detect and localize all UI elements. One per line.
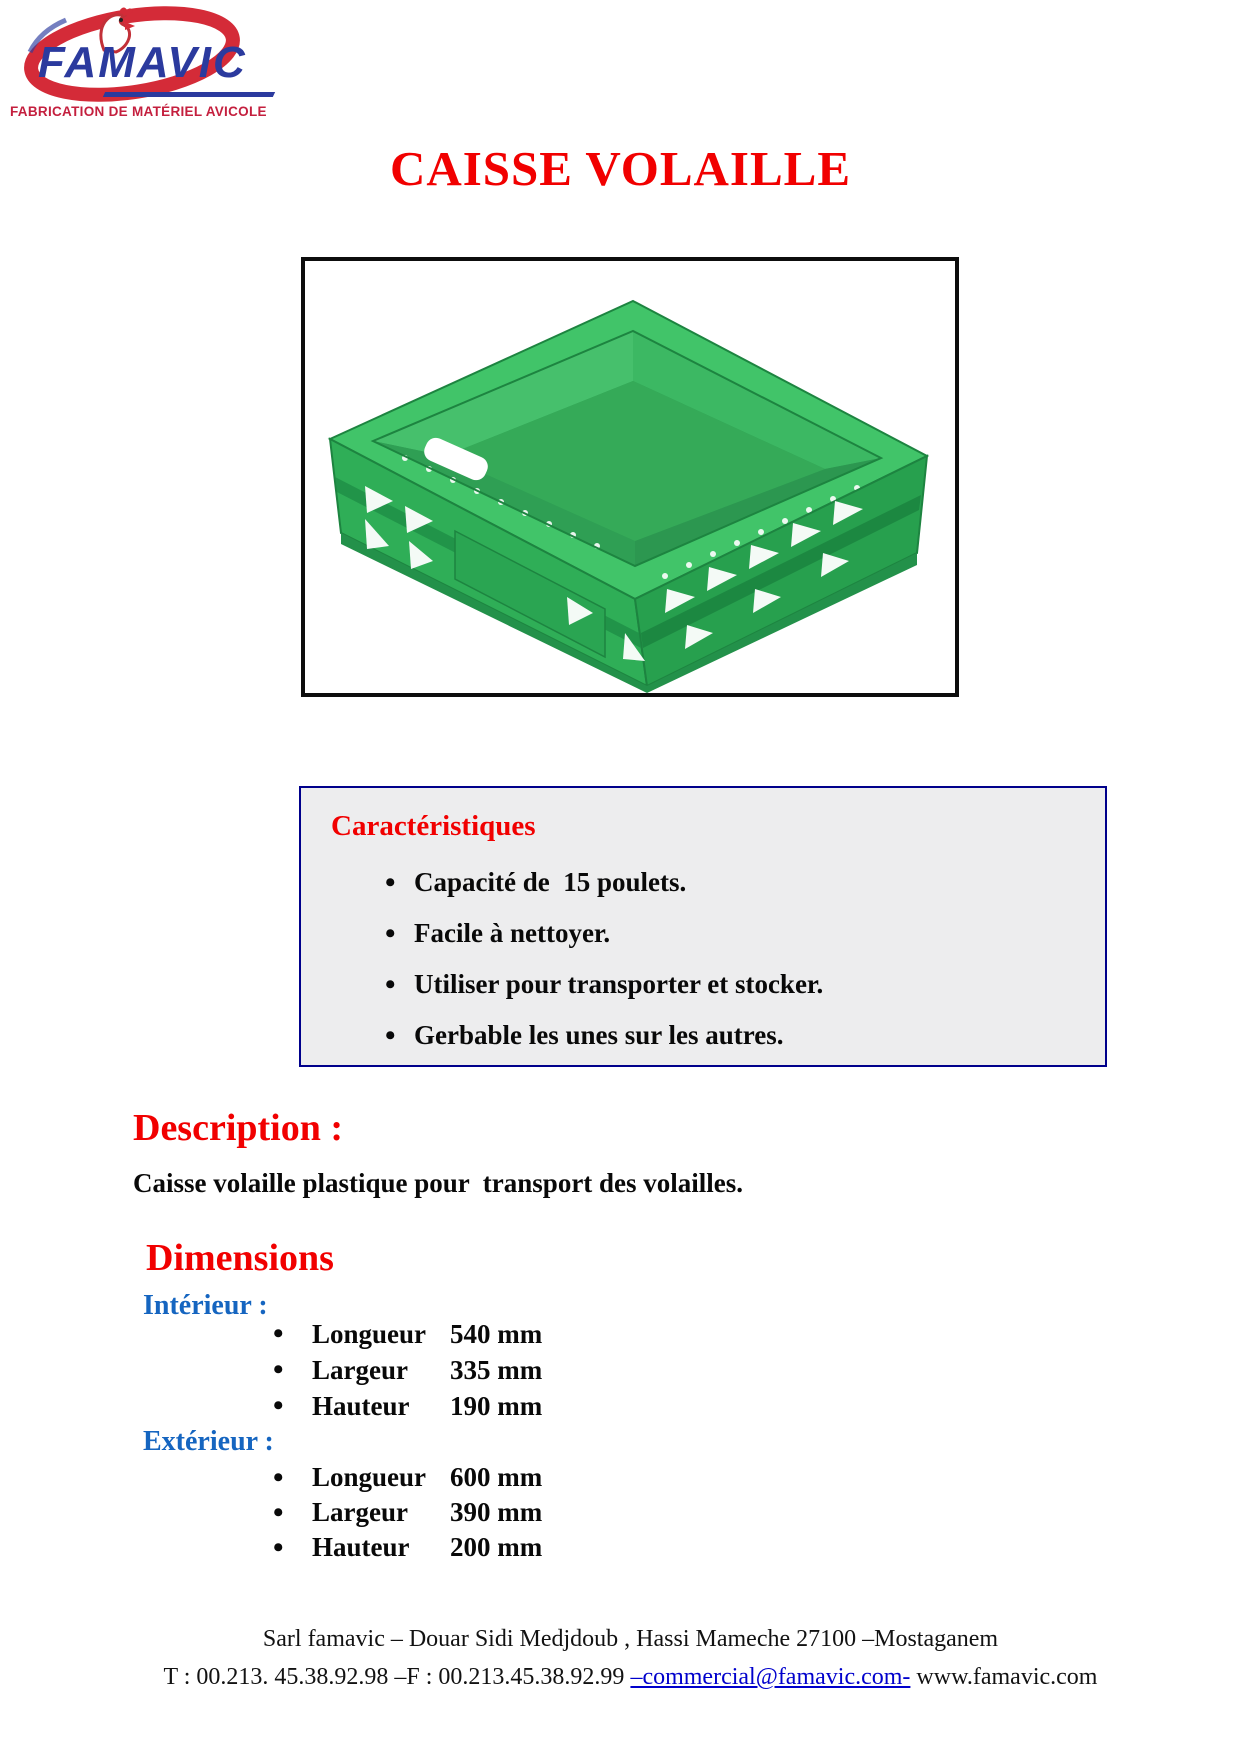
brand-underline	[103, 92, 275, 97]
exterior-heading: Extérieur :	[143, 1426, 274, 1457]
footer-address: Sarl famavic – Douar Sidi Medjdoub , Hassi Mameche 27100 –Mostaganem	[262, 1626, 999, 1652]
product-photo-frame	[301, 257, 959, 697]
characteristic-item: • Utiliser pour transporter et stocker.	[301, 959, 1105, 1010]
characteristics-box	[299, 786, 1107, 1067]
dimension-value: 600 mm	[450, 1462, 543, 1492]
interior-dimension-list	[265, 1316, 542, 1424]
footer-website: www.famavic.com	[910, 1664, 1098, 1690]
dimension-value: 200 mm	[450, 1532, 543, 1562]
brand-name: FAMAVIC	[38, 38, 247, 87]
characteristic-item: • Capacité de 15 poulets.	[301, 857, 1105, 908]
dimension-item	[265, 1388, 542, 1424]
footer-contacts	[20, 1664, 1241, 1691]
company-logo	[8, 4, 268, 122]
dimension-item	[265, 1316, 542, 1352]
dimension-item	[265, 1495, 542, 1530]
dimension-value: 390 mm	[450, 1497, 543, 1527]
dimension-item	[265, 1530, 542, 1565]
dimension-label: Longueur	[312, 1462, 427, 1492]
dimension-label: Hauteur	[312, 1532, 410, 1562]
dimension-value: 540 mm	[450, 1319, 543, 1349]
green-crate-photo	[305, 261, 955, 693]
page-title: CAISSE VOLAILLE	[389, 141, 852, 196]
dimension-label: Largeur	[312, 1355, 408, 1385]
dimension-item	[265, 1352, 542, 1388]
characteristics-list	[301, 857, 1105, 1061]
dimension-item	[265, 1460, 542, 1495]
characteristic-item: • Facile à nettoyer.	[301, 908, 1105, 959]
footer-phone-fax: T : 00.213. 45.38.92.98 –F : 00.213.45.38.92.99	[163, 1664, 631, 1690]
dimensions-heading: Dimensions	[146, 1237, 334, 1279]
characteristic-item: • Gerbable les unes sur les autres.	[301, 1010, 1105, 1061]
dimension-value: 335 mm	[450, 1355, 543, 1385]
dimension-value: 190 mm	[450, 1391, 543, 1421]
dimension-label: Longueur	[312, 1319, 427, 1349]
description-text: Caisse volaille plastique pour transport des volailles.	[133, 1168, 744, 1198]
footer-email-link[interactable]: –commercial@famavic.com-	[630, 1664, 911, 1690]
characteristics-heading: Caractéristiques	[331, 810, 536, 842]
brand-tagline: FABRICATION DE MATÉRIEL AVICOLE	[10, 104, 267, 119]
interior-heading: Intérieur :	[143, 1290, 268, 1321]
dimension-label: Largeur	[312, 1497, 408, 1527]
dimension-label: Hauteur	[312, 1391, 410, 1421]
exterior-dimension-list	[265, 1460, 542, 1565]
description-heading: Description :	[133, 1107, 344, 1149]
